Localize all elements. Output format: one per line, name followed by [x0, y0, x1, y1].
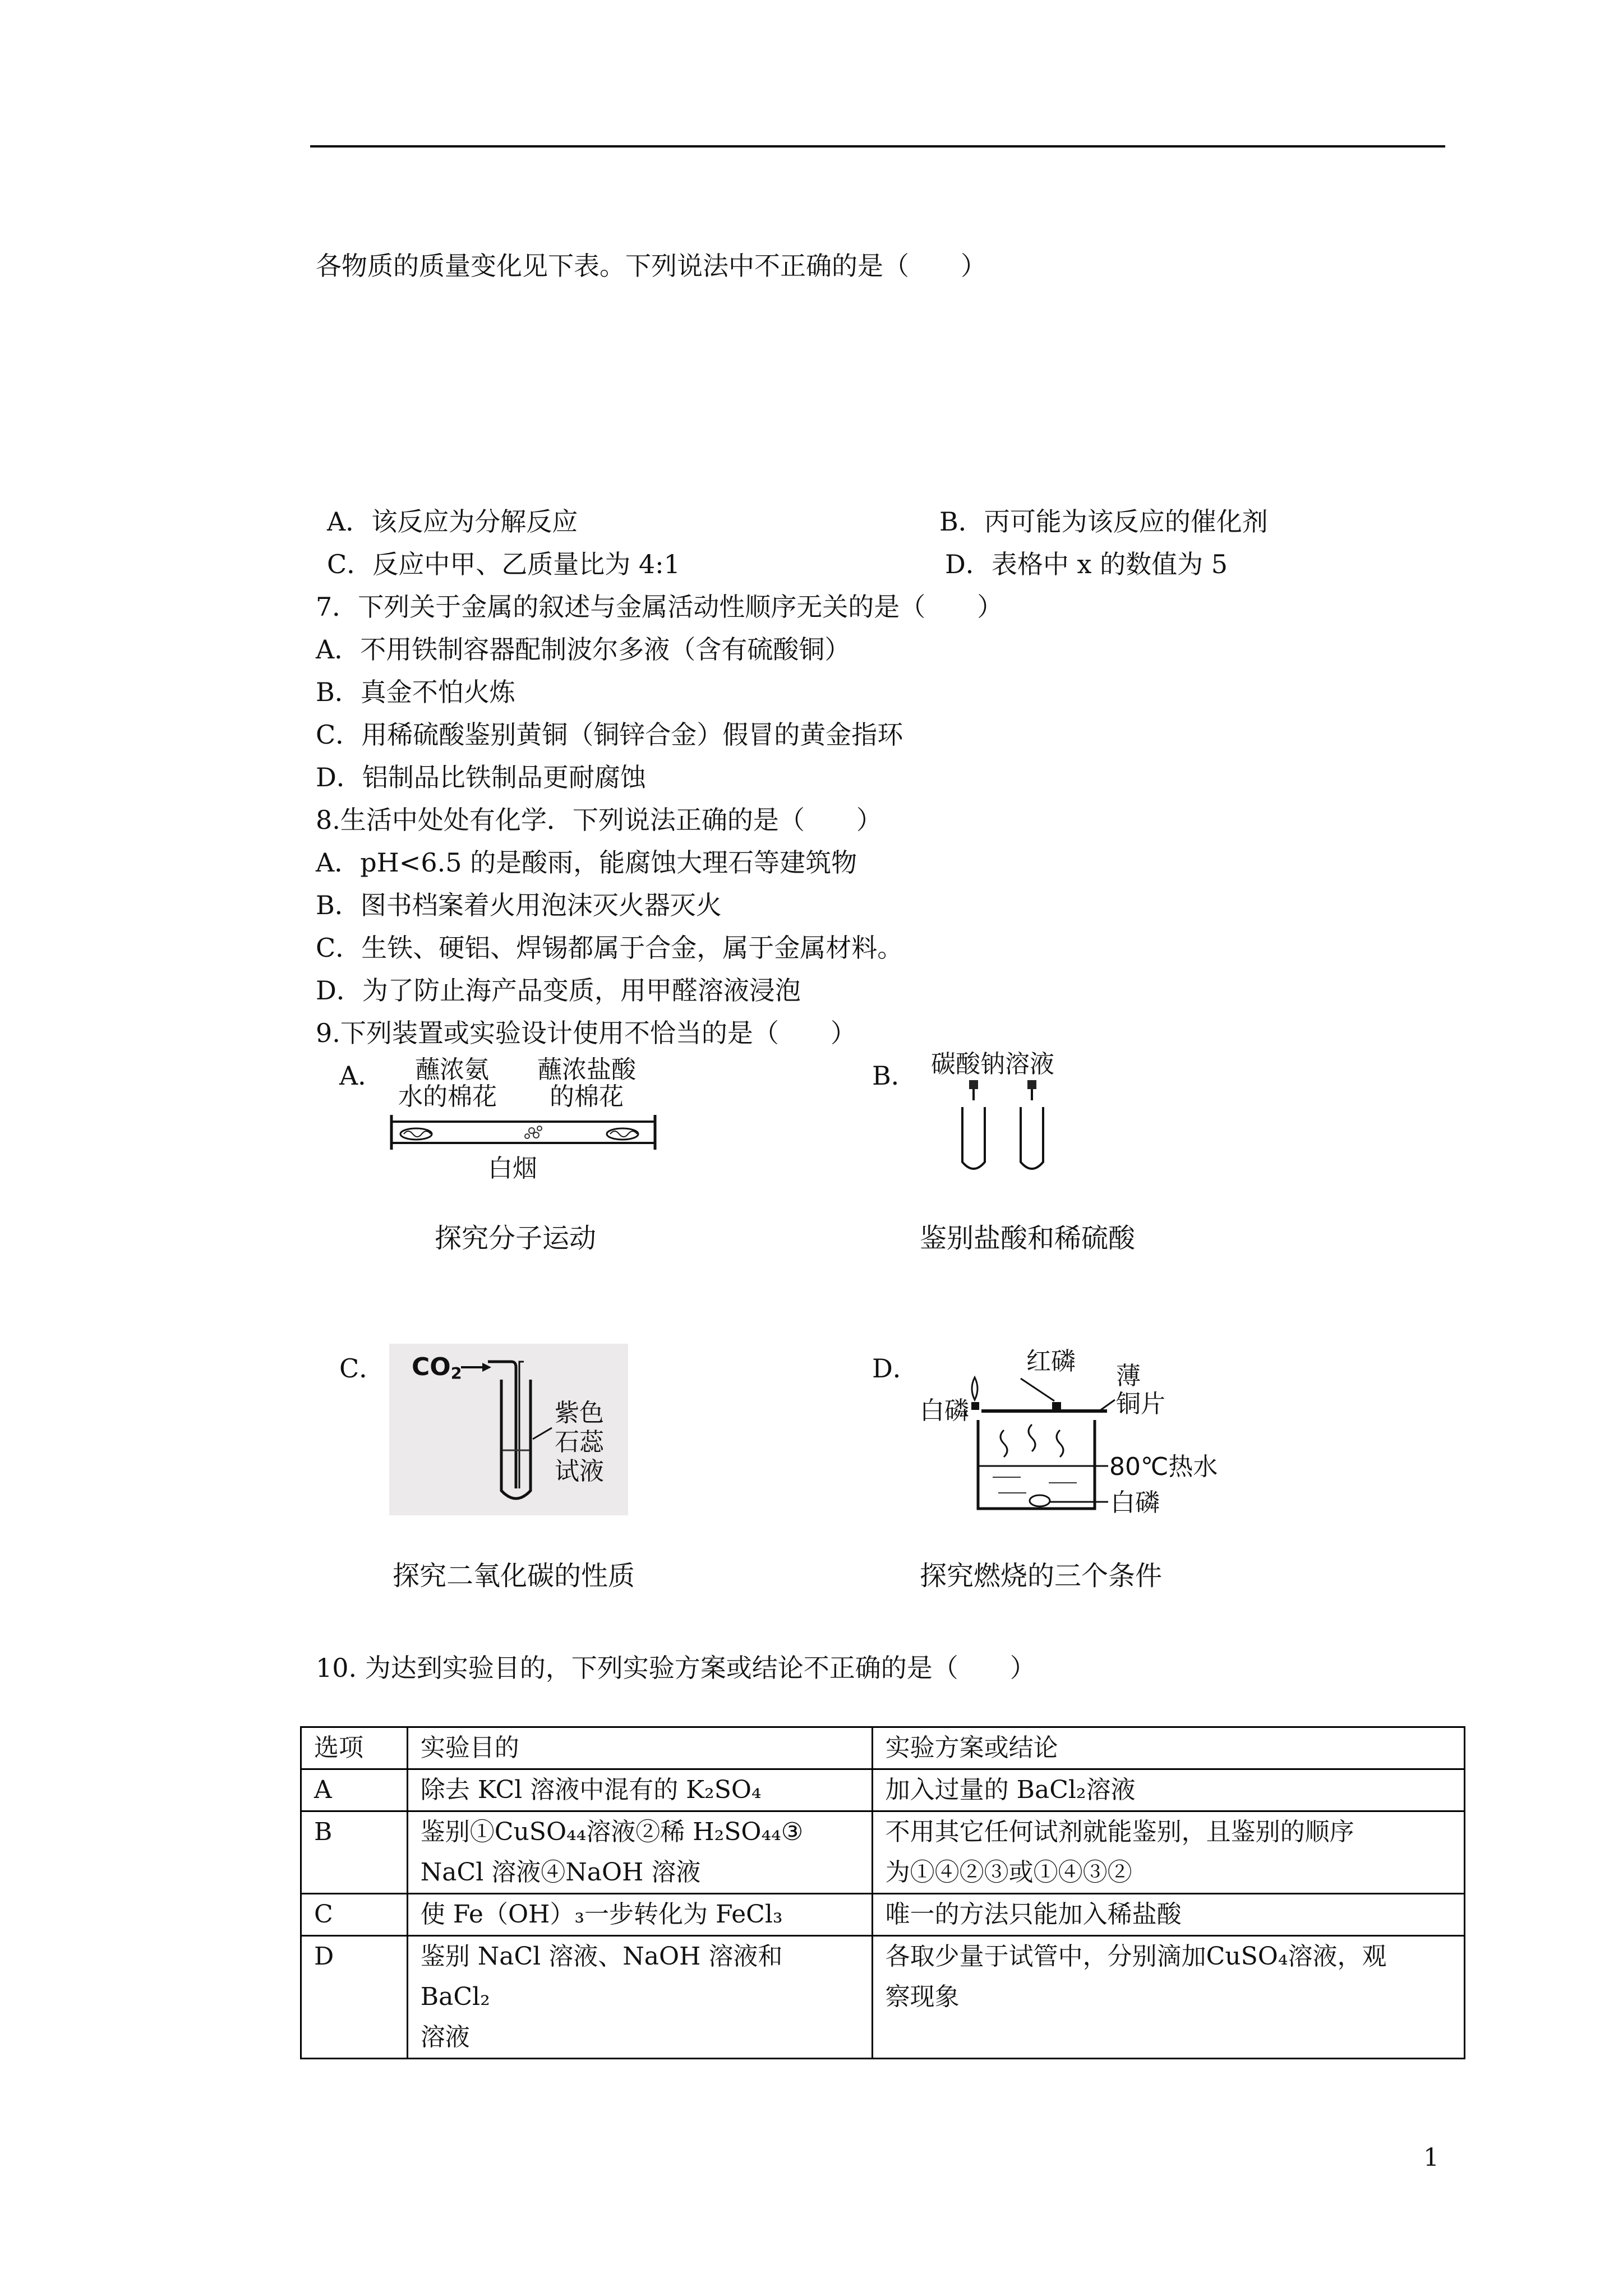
q10-table	[300, 1726, 1465, 2059]
question-6-intro: 各物质的质量变化见下表。下列说法中不正确的是（ ）	[316, 251, 986, 281]
table-row	[301, 1769, 1465, 1811]
table-cell-aim-line: 鉴别 NaCl 溶液、NaOH 溶液和 BaCl₂	[420, 1942, 783, 2011]
q8-option-a: A．pH<6.5 的是酸雨，能腐蚀大理石等建筑物	[316, 847, 857, 878]
combustion-beaker-diagram	[920, 1346, 1206, 1525]
figure-d-label-copper-2: 铜片	[1116, 1390, 1165, 1418]
figure-d-label-white-p-bottom: 白磷	[1110, 1488, 1160, 1517]
q10-stem: 10. 为达到实验目的，下列实验方案或结论不正确的是（ ）	[316, 1653, 1036, 1683]
q8-stem: 8.生活中处处有化学．下列说法正确的是（ ）	[316, 805, 882, 835]
q9-figure-d-caption: 探究燃烧的三个条件	[920, 1560, 1163, 1592]
figure-a-label-bottom: 白烟	[488, 1154, 537, 1183]
table-cell-plan-line: 各取少量于试管中，分别滴加CuSO₄溶液，观	[885, 1942, 1387, 1971]
q9-figure-d	[920, 1346, 1218, 1525]
q8-option-b: B．图书档案着火用泡沫灭火器灭火	[316, 890, 722, 920]
figure-c-label-2: 石蕊	[555, 1428, 604, 1456]
figure-d-label-water: 80℃热水	[1109, 1453, 1218, 1481]
q6-option-b: B．丙可能为该反应的催化剂	[939, 506, 1268, 537]
table-row	[301, 1894, 1465, 1936]
table-header-aim: 实验目的	[407, 1727, 872, 1769]
table-cell-aim: 使 Fe（OH）₃一步转化为 FeCl₃	[407, 1894, 872, 1936]
figure-a-label-left-1: 蘸浓氨	[415, 1055, 489, 1084]
table-cell-aim-line: 溶液	[420, 2023, 470, 2051]
glass-tube-diagram	[387, 1110, 662, 1155]
q9-figure-b-caption: 鉴别盐酸和稀硫酸	[920, 1223, 1136, 1254]
table-cell-aim	[407, 1811, 872, 1894]
q9-figure-d-letter: D．	[872, 1353, 919, 1384]
table-header-option: 选项	[301, 1727, 408, 1769]
table-row	[301, 1811, 1465, 1894]
q7-stem: 7．下列关于金属的叙述与金属活动性顺序无关的是（ ）	[316, 592, 1003, 622]
table-cell-plan-line: 察现象	[885, 1983, 960, 2011]
table-cell-aim-line: 鉴别①CuSO₄₄溶液②稀 H₂SO₄₄③	[420, 1818, 804, 1846]
q9-figure-b	[931, 1049, 1088, 1178]
figure-a-label-right-2: 的棉花	[550, 1082, 624, 1111]
page-number: 1	[1423, 2143, 1439, 2172]
figure-a-label-right-1: 蘸浓盐酸	[537, 1055, 636, 1084]
q9-figure-c	[389, 1344, 628, 1515]
figure-d-label-red-p: 红磷	[1026, 1347, 1076, 1376]
table-cell-option: A	[301, 1769, 408, 1811]
q9-figure-a	[387, 1054, 662, 1183]
table-cell-option: C	[301, 1894, 408, 1936]
table-cell-option: B	[301, 1811, 408, 1894]
header-rule	[310, 145, 1445, 147]
q7-option-a: A．不用铁制容器配制波尔多液（含有硫酸铜）	[316, 634, 851, 665]
q9-figure-c-letter: C．	[339, 1353, 385, 1384]
table-header-row	[301, 1727, 1465, 1769]
table-cell-plan	[872, 1811, 1464, 1894]
q9-figure-b-letter: B．	[872, 1061, 917, 1091]
q8-option-c: C．生铁、硬铝、焊锡都属于合金，属于金属材料。	[316, 933, 903, 963]
table-cell-plan: 唯一的方法只能加入稀盐酸	[872, 1894, 1464, 1936]
q9-stem: 9.下列装置或实验设计使用不恰当的是（ ）	[316, 1018, 856, 1048]
figure-d-label-white-p-top: 白磷	[920, 1396, 969, 1425]
table-cell-aim-line: NaCl 溶液④NaOH 溶液	[420, 1858, 701, 1887]
table-cell-plan-line: 为①④②③或①④③②	[885, 1858, 1132, 1887]
table-cell-plan: 加入过量的 BaCl₂溶液	[872, 1769, 1464, 1811]
table-cell-option: D	[301, 1936, 408, 2059]
q9-figure-c-caption: 探究二氧化碳的性质	[393, 1560, 635, 1592]
figure-a-label-left-2: 水的棉花	[398, 1082, 497, 1111]
table-cell-aim: 除去 KCl 溶液中混有的 K₂SO₄	[407, 1769, 872, 1811]
figure-c-label-3: 试液	[555, 1457, 604, 1486]
test-tubes-diagram	[931, 1078, 1088, 1178]
figure-d-label-copper-1: 薄	[1116, 1362, 1141, 1390]
q9-figure-a-letter: A．	[339, 1061, 384, 1091]
figure-b-label-top: 碳酸钠溶液	[931, 1050, 1054, 1078]
figure-c-label-1: 紫色	[555, 1399, 604, 1427]
q9-figure-a-caption: 探究分子运动	[435, 1223, 597, 1254]
table-cell-plan	[872, 1936, 1464, 2059]
table-cell-plan-line: 不用其它任何试剂就能鉴别，且鉴别的顺序	[885, 1818, 1354, 1846]
table-header-plan: 实验方案或结论	[872, 1727, 1464, 1769]
figure-c-label-gas: $CO_2$	[412, 1353, 462, 1384]
q8-option-d: D．为了防止海产品变质，用甲醛溶液浸泡	[316, 975, 801, 1006]
q6-option-a: A．该反应为分解反应	[327, 506, 578, 537]
table-cell-aim	[407, 1936, 872, 2059]
q6-option-c: C．反应中甲、乙质量比为 4:1	[327, 549, 680, 579]
q6-option-d: D．表格中 x 的数值为 5	[945, 549, 1228, 579]
table-row	[301, 1936, 1465, 2059]
q7-option-c: C．用稀硫酸鉴别黄铜（铜锌合金）假冒的黄金指环	[316, 720, 903, 750]
q7-option-b: B．真金不怕火炼	[316, 677, 515, 707]
q7-option-d: D．铝制品比铁制品更耐腐蚀	[316, 762, 646, 792]
